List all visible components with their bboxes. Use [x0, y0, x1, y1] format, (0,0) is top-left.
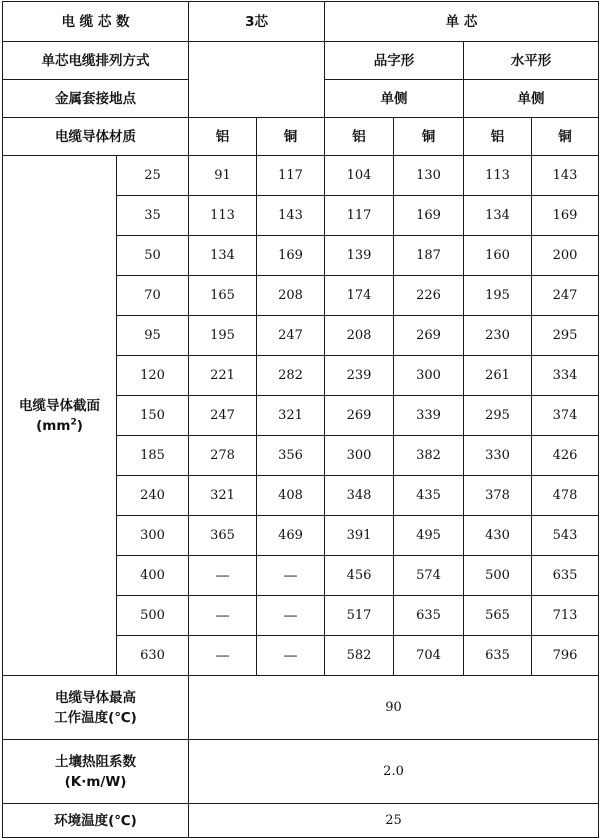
single-core-header: 单 芯	[325, 2, 599, 42]
header-row-material	[3, 118, 599, 156]
ampacity-cell: 247	[257, 316, 325, 356]
section-unit-sup: 2	[70, 417, 77, 427]
ampacity-cell: 195	[464, 276, 532, 316]
max-temp-label-line2: 工作温度(℃)	[54, 709, 137, 726]
ampacity-cell: 143	[257, 196, 325, 236]
ampacity-cell: 91	[189, 156, 257, 196]
ampacity-cell: 160	[464, 236, 532, 276]
ampacity-cell: 356	[257, 436, 325, 476]
section-size-cell: 150	[117, 396, 189, 436]
arrangement-label: 单芯电缆排列方式	[3, 42, 189, 80]
ampacity-cell: 247	[532, 276, 599, 316]
ampacity-cell: 169	[532, 196, 599, 236]
ampacity-cell: 408	[257, 476, 325, 516]
ampacity-cell: 117	[257, 156, 325, 196]
ampacity-cell: 208	[325, 316, 394, 356]
ampacity-cell: 574	[394, 556, 464, 596]
ampacity-cell: 300	[325, 436, 394, 476]
ampacity-cell: 435	[394, 476, 464, 516]
ampacity-cell: 543	[532, 516, 599, 556]
ampacity-cell: 169	[257, 236, 325, 276]
ampacity-cell: 365	[189, 516, 257, 556]
ampacity-cell: 278	[189, 436, 257, 476]
ampacity-cell: 478	[532, 476, 599, 516]
ampacity-cell: 582	[325, 636, 394, 676]
ampacity-cell: 374	[532, 396, 599, 436]
ampacity-cell: 117	[325, 196, 394, 236]
section-label	[3, 156, 117, 676]
section-size-cell: 70	[117, 276, 189, 316]
ampacity-cell: 269	[325, 396, 394, 436]
ampacity-cell: 113	[464, 156, 532, 196]
section-size-cell: 35	[117, 196, 189, 236]
ampacity-cell: —	[189, 596, 257, 636]
material-al-3core: 铝	[189, 118, 257, 156]
section-size-cell: 630	[117, 636, 189, 676]
ampacity-cell: 348	[325, 476, 394, 516]
ampacity-cell: 713	[532, 596, 599, 636]
ampacity-cell: 239	[325, 356, 394, 396]
header-row-core-count	[3, 2, 599, 42]
section-size-cell: 25	[117, 156, 189, 196]
ampacity-cell: 230	[464, 316, 532, 356]
section-unit	[3, 416, 116, 436]
soil-value: 2.0	[189, 740, 599, 804]
ampacity-table	[2, 1, 599, 838]
max-temp-label	[3, 676, 189, 740]
ampacity-cell: 426	[532, 436, 599, 476]
material-label: 电缆导体材质	[3, 118, 189, 156]
ampacity-cell: 382	[394, 436, 464, 476]
ampacity-cell: 635	[532, 556, 599, 596]
section-unit-prefix: (mm	[36, 417, 71, 434]
section-size-cell: 400	[117, 556, 189, 596]
section-size-cell: 500	[117, 596, 189, 636]
header-row-arrangement	[3, 42, 599, 80]
material-al-flat: 铝	[464, 118, 532, 156]
ampacity-cell: —	[257, 556, 325, 596]
section-size-cell: 300	[117, 516, 189, 556]
three-core-blank-cell	[189, 42, 325, 118]
ampacity-cell: 378	[464, 476, 532, 516]
ampacity-cell: 796	[532, 636, 599, 676]
ampacity-cell: 704	[394, 636, 464, 676]
section-size-cell: 120	[117, 356, 189, 396]
section-size-cell: 95	[117, 316, 189, 356]
ampacity-cell: 635	[394, 596, 464, 636]
section-unit-suffix: )	[76, 417, 83, 434]
ampacity-cell: 295	[464, 396, 532, 436]
ambient-value: 25	[189, 804, 599, 838]
ampacity-cell: 134	[464, 196, 532, 236]
footer-row-soil	[3, 740, 599, 804]
footer-row-ambient	[3, 804, 599, 838]
ampacity-cell: 187	[394, 236, 464, 276]
ampacity-cell: 104	[325, 156, 394, 196]
ampacity-cell: 221	[189, 356, 257, 396]
ampacity-cell: 339	[394, 396, 464, 436]
max-temp-value: 90	[189, 676, 599, 740]
arrangement-triangle: 品字形	[325, 42, 464, 80]
section-size-cell: 185	[117, 436, 189, 476]
ampacity-cell: 565	[464, 596, 532, 636]
material-cu-triangle: 铜	[394, 118, 464, 156]
ampacity-cell: 469	[257, 516, 325, 556]
ampacity-cell: 391	[325, 516, 394, 556]
max-temp-label-line1: 电缆导体最高	[55, 689, 136, 706]
ampacity-cell: 134	[189, 236, 257, 276]
ampacity-cell: —	[189, 556, 257, 596]
ampacity-cell: 300	[394, 356, 464, 396]
ampacity-cell: 456	[325, 556, 394, 596]
ampacity-cell: 321	[257, 396, 325, 436]
section-size-cell: 50	[117, 236, 189, 276]
ampacity-cell: 430	[464, 516, 532, 556]
ampacity-cell: 143	[532, 156, 599, 196]
ampacity-cell: 500	[464, 556, 532, 596]
ampacity-cell: 208	[257, 276, 325, 316]
ampacity-cell: —	[189, 636, 257, 676]
ampacity-cell: 295	[532, 316, 599, 356]
ampacity-cell: 200	[532, 236, 599, 276]
material-cu-3core: 铜	[257, 118, 325, 156]
ampacity-cell: 113	[189, 196, 257, 236]
material-al-triangle: 铝	[325, 118, 394, 156]
ampacity-cell: 130	[394, 156, 464, 196]
ampacity-cell: 321	[189, 476, 257, 516]
ampacity-cell: 330	[464, 436, 532, 476]
soil-label-line1: 土壤热阻系数	[55, 753, 136, 770]
sheath-one-side-triangle: 单侧	[325, 80, 464, 118]
ampacity-cell: 174	[325, 276, 394, 316]
ampacity-cell: 334	[532, 356, 599, 396]
material-cu-flat: 铜	[532, 118, 599, 156]
ampacity-cell: 247	[189, 396, 257, 436]
sheath-one-side-flat: 单侧	[464, 80, 599, 118]
ampacity-cell: —	[257, 636, 325, 676]
footer-row-max-temp	[3, 676, 599, 740]
ampacity-cell: 261	[464, 356, 532, 396]
arrangement-flat: 水平形	[464, 42, 599, 80]
section-label-text: 电缆导体截面	[19, 397, 100, 414]
ampacity-cell: 517	[325, 596, 394, 636]
core-count-label: 电 缆 芯 数	[3, 2, 189, 42]
ambient-label: 环境温度(℃)	[3, 804, 189, 838]
section-size-cell: 240	[117, 476, 189, 516]
table-row	[3, 156, 599, 196]
soil-label-line2: (K·m/W)	[64, 773, 127, 790]
soil-label	[3, 740, 189, 804]
ampacity-cell: 269	[394, 316, 464, 356]
ampacity-cell: 226	[394, 276, 464, 316]
ampacity-cell: 195	[189, 316, 257, 356]
ampacity-cell: 282	[257, 356, 325, 396]
three-core-header: 3芯	[189, 2, 325, 42]
ampacity-cell: 495	[394, 516, 464, 556]
ampacity-cell: 635	[464, 636, 532, 676]
ampacity-cell: —	[257, 596, 325, 636]
ampacity-cell: 169	[394, 196, 464, 236]
ampacity-cell: 139	[325, 236, 394, 276]
sheath-label: 金属套接地点	[3, 80, 189, 118]
ampacity-cell: 165	[189, 276, 257, 316]
